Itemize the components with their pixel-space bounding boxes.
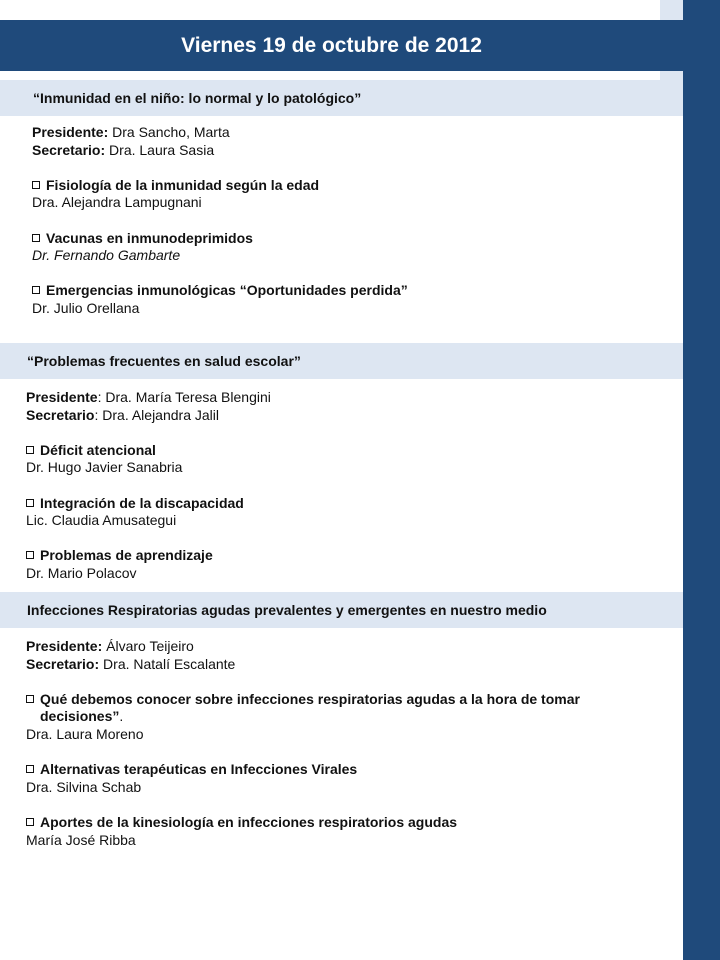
session-1-secretary: Secretario: Dra. Laura Sasia <box>32 141 215 158</box>
session-2-title: “Problemas frecuentes en salud escolar” <box>27 353 301 369</box>
session-2-talk-3-speaker: Dr. Mario Polacov <box>26 564 137 581</box>
session-3-secretary: Secretario: Dra. Natalí Escalante <box>26 655 236 672</box>
session-3-talk-2-title: Alternativas terapéuticas en Infecciones Virales <box>26 761 676 779</box>
checkbox-bullet-icon <box>26 499 34 507</box>
session-2-talk-1-title: Déficit atencional <box>26 442 676 460</box>
session-1-header <box>0 80 683 116</box>
session-2-secretary: Secretario: Dra. Alejandra Jalil <box>26 406 219 423</box>
session-1-title: “Inmunidad en el niño: lo normal y lo patológico” <box>33 90 362 106</box>
session-2-header <box>0 343 683 379</box>
page-title-bar <box>0 20 683 71</box>
session-1-talk-1-title: Fisiología de la inmunidad según la edad <box>32 177 682 195</box>
session-1-talk-2-title: Vacunas en inmunodeprimidos <box>32 230 682 248</box>
session-3-talk-2-speaker: Dra. Silvina Schab <box>26 778 142 795</box>
checkbox-bullet-icon <box>26 551 34 559</box>
session-2-talk-2-title: Integración de la discapacidad <box>26 495 676 513</box>
checkbox-bullet-icon <box>32 286 40 294</box>
session-2-talk-2-speaker: Lic. Claudia Amusategui <box>26 512 177 529</box>
checkbox-bullet-icon <box>32 234 40 242</box>
session-1-president: Presidente: Dra Sancho, Marta <box>32 124 230 140</box>
session-2-president: Presidente: Dra. María Teresa Blengini <box>26 389 271 405</box>
session-1-talk-3-speaker: Dr. Julio Orellana <box>32 299 140 316</box>
checkbox-bullet-icon <box>26 818 34 826</box>
checkbox-bullet-icon <box>26 765 34 773</box>
session-1-talk-2-speaker: Dr. Fernando Gambarte <box>32 247 181 264</box>
session-3-header <box>0 592 683 628</box>
right-accent-band <box>683 0 720 960</box>
checkbox-bullet-icon <box>26 446 34 454</box>
session-2-talk-1-speaker: Dr. Hugo Javier Sanabria <box>26 459 183 476</box>
checkbox-bullet-icon <box>32 181 40 189</box>
session-2-talk-3-title: Problemas de aprendizaje <box>26 547 676 565</box>
session-1-talk-3-title: Emergencias inmunológicas “Oportunidades perdida” <box>32 282 682 300</box>
session-3-talk-1-speaker: Dra. Laura Moreno <box>26 725 144 742</box>
session-1-body <box>32 124 682 318</box>
checkbox-bullet-icon <box>26 695 34 703</box>
session-3-body <box>26 638 676 849</box>
session-3-title: Infecciones Respiratorias agudas prevalentes y emergentes en nuestro medio <box>27 602 547 618</box>
page-title: Viernes 19 de octubre de 2012 <box>181 33 482 57</box>
session-3-talk-3-title: Aportes de la kinesiología en infecciones respiratorios agudas <box>26 814 676 832</box>
session-2-body <box>26 389 676 583</box>
session-3-talk-1-title: Qué debemos conocer sobre infecciones respiratorias agudas a la hora de tomar decisiones”. <box>26 691 626 726</box>
session-3-talk-3-speaker: María José Ribba <box>26 831 136 848</box>
session-1-talk-1-speaker: Dra. Alejandra Lampugnani <box>32 194 202 211</box>
session-3-president: Presidente: Álvaro Teijeiro <box>26 638 194 654</box>
